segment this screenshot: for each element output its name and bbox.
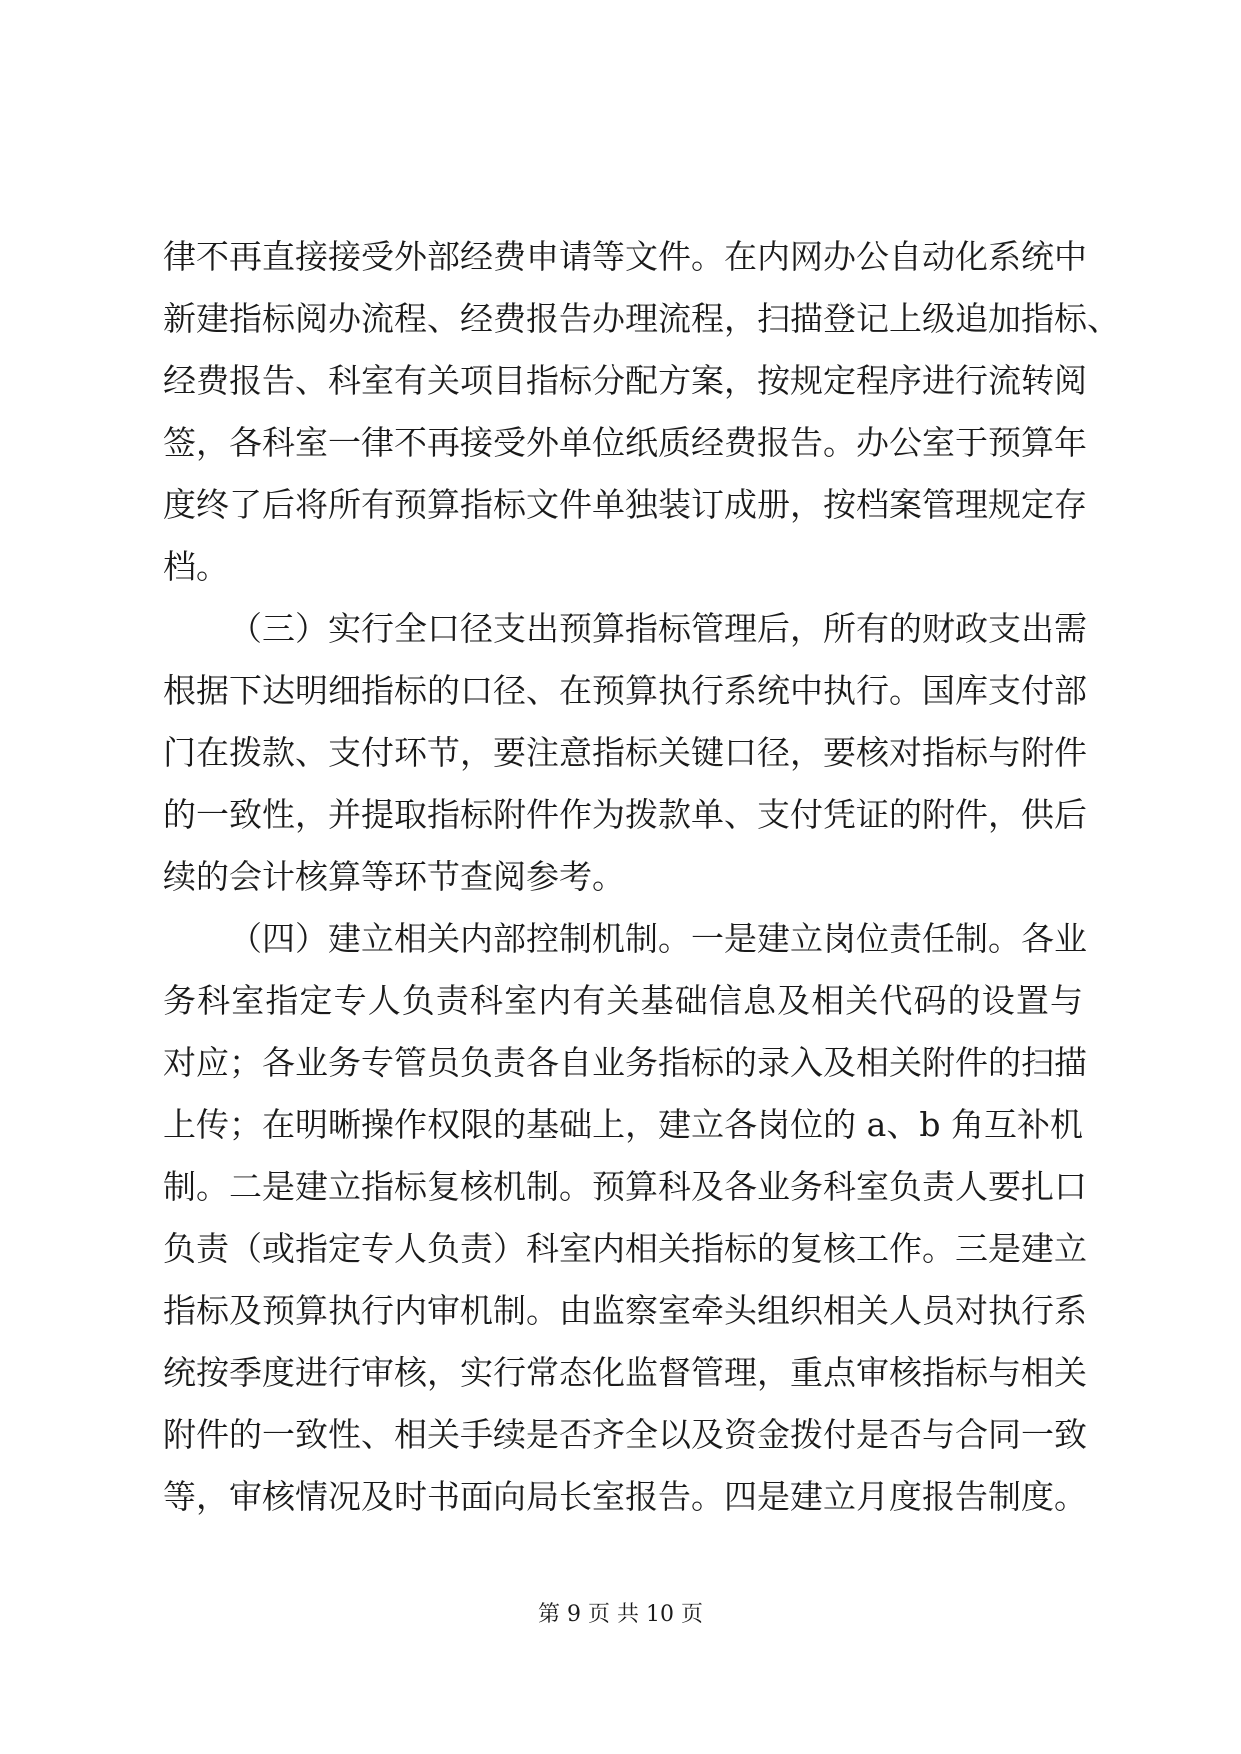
text-line: 附件的一致性、相关手续是否齐全以及资金拨付是否与合同一致 — [163, 1415, 1087, 1454]
text-line: 指标及预算执行内审机制。由监察室牵头组织相关人员对执行系 — [163, 1291, 1087, 1330]
text-line: 新建指标阅办流程、经费报告办理流程，扫描登记上级追加指标、 — [163, 299, 1120, 338]
text-line: 签，各科室一律不再接受外单位纸质经费报告。办公室于预算年 — [163, 423, 1087, 462]
text-line: 的一致性，并提取指标附件作为拨款单、支付凭证的附件，供后 — [163, 795, 1087, 834]
text-line: 经费报告、科室有关项目指标分配方案，按规定程序进行流转阅 — [163, 361, 1087, 400]
body-text — [163, 226, 1120, 1528]
text-line: 续的会计核算等环节查阅参考。 — [163, 857, 625, 896]
text-line: 负责（或指定专人负责）科室内相关指标的复核工作。三是建立 — [163, 1229, 1087, 1268]
page-footer: 第 9 页 共 10 页 — [538, 1602, 703, 1627]
text-line: 档。 — [163, 547, 229, 586]
text-line: 统按季度进行审核，实行常态化监督管理，重点审核指标与相关 — [163, 1353, 1087, 1392]
text-line: 律不再直接接受外部经费申请等文件。在内网办公自动化系统中 — [163, 237, 1087, 276]
text-line: （四）建立相关内部控制机制。一是建立岗位责任制。各业 — [229, 919, 1087, 958]
text-line: 对应；各业务专管员负责各自业务指标的录入及相关附件的扫描 — [163, 1043, 1087, 1082]
text-line: 门在拨款、支付环节，要注意指标关键口径，要核对指标与附件 — [163, 733, 1087, 772]
text-line: 等，审核情况及时书面向局长室报告。四是建立月度报告制度。 — [163, 1477, 1087, 1516]
text-line: 根据下达明细指标的口径、在预算执行系统中执行。国库支付部 — [163, 671, 1087, 710]
text-line: 制。二是建立指标复核机制。预算科及各业务科室负责人要扎口 — [163, 1167, 1087, 1206]
text-line: 上传；在明晰操作权限的基础上，建立各岗位的 a、b 角互补机 — [163, 1105, 1083, 1144]
text-line: 度终了后将所有预算指标文件单独装订成册，按档案管理规定存 — [163, 485, 1087, 524]
text-line: （三）实行全口径支出预算指标管理后，所有的财政支出需 — [229, 609, 1087, 648]
text-line: 务科室指定专人负责科室内有关基础信息及相关代码的设置与 — [163, 981, 1083, 1020]
